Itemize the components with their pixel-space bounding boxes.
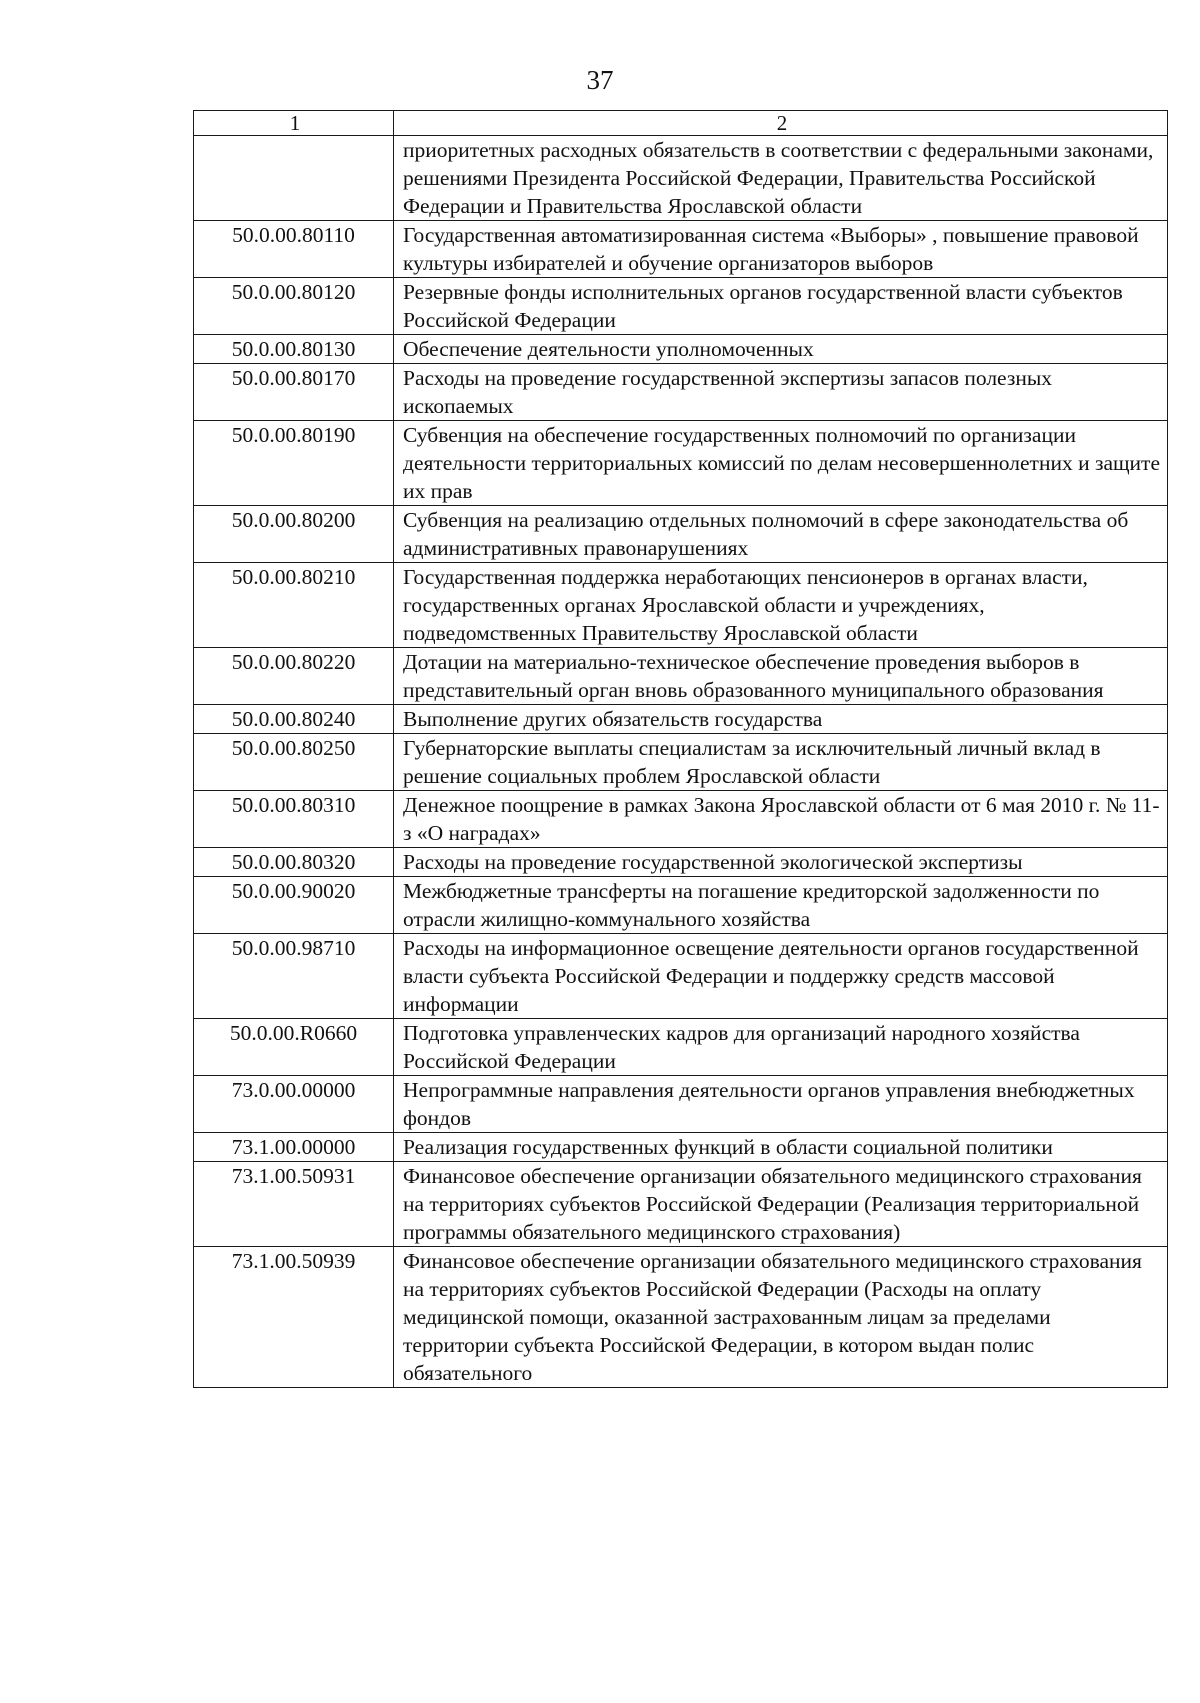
budget-code-cell: 73.1.00.00000 [194, 1133, 394, 1162]
budget-code-cell: 50.0.00.80130 [194, 335, 394, 364]
description-cell: Выполнение других обязательств государства [394, 705, 1168, 734]
description-cell: Межбюджетные трансферты на погашение кредиторской задолженности по отрасли жилищно-коммунального хозяйства [394, 877, 1168, 934]
description-cell: Финансовое обеспечение организации обязательного медицинского страхования на территориях субъектов Российской Федерации (Реализация территориальной программы обязательного медицинского страхования) [394, 1162, 1168, 1247]
table-row [194, 421, 1168, 506]
table-row [194, 877, 1168, 934]
table-row [194, 791, 1168, 848]
description-cell: Реализация государственных функций в области социальной политики [394, 1133, 1168, 1162]
table-row [194, 934, 1168, 1019]
table-row [194, 1162, 1168, 1247]
budget-code-cell: 50.0.00.80200 [194, 506, 394, 563]
budget-code-cell: 50.0.00.80120 [194, 278, 394, 335]
table-row [194, 1133, 1168, 1162]
budget-code-cell: 73.1.00.50939 [194, 1247, 394, 1388]
budget-code-cell: 50.0.00.80170 [194, 364, 394, 421]
budget-code-cell: 50.0.00.80190 [194, 421, 394, 506]
table-row [194, 1019, 1168, 1076]
description-cell: Расходы на проведение государственной экологической экспертизы [394, 848, 1168, 877]
budget-code-cell: 50.0.00.80250 [194, 734, 394, 791]
description-cell: Расходы на информационное освещение деятельности органов государственной власти субъекта Российской Федерации и поддержку средств массовой информации [394, 934, 1168, 1019]
table-row [194, 563, 1168, 648]
table-row [194, 221, 1168, 278]
budget-code-cell: 50.0.00.80240 [194, 705, 394, 734]
budget-code-cell: 50.0.00.80220 [194, 648, 394, 705]
table-body [194, 111, 1168, 1388]
description-cell: Субвенция на обеспечение государственных полномочий по организации деятельности территориальных комиссий по делам несовершеннолетних и защите их прав [394, 421, 1168, 506]
description-cell: Государственная поддержка неработающих пенсионеров в органах власти, государственных органах Ярославской области и учреждениях, подведомственных Правительству Ярославской области [394, 563, 1168, 648]
table-header-row [194, 111, 1168, 136]
table-row [194, 648, 1168, 705]
budget-code-cell: 50.0.00.R0660 [194, 1019, 394, 1076]
description-cell: Обеспечение деятельности уполномоченных [394, 335, 1168, 364]
table-row [194, 136, 1168, 221]
column-header-1: 1 [194, 111, 394, 136]
budget-code-table [193, 110, 1168, 1388]
table-row [194, 705, 1168, 734]
budget-code-cell: 50.0.00.80110 [194, 221, 394, 278]
table-row [194, 734, 1168, 791]
description-cell: Резервные фонды исполнительных органов государственной власти субъектов Российской Федерации [394, 278, 1168, 335]
description-cell: приоритетных расходных обязательств в соответствии с федеральными законами, решениями Президента Российской Федерации, Правительства Российской Федерации и Правительства Ярославской области [394, 136, 1168, 221]
table-row [194, 364, 1168, 421]
budget-code-cell [194, 136, 394, 221]
budget-code-cell: 50.0.00.80210 [194, 563, 394, 648]
budget-code-cell: 50.0.00.90020 [194, 877, 394, 934]
table-row [194, 848, 1168, 877]
description-cell: Губернаторские выплаты специалистам за исключительный личный вклад в решение социальных проблем Ярославской области [394, 734, 1168, 791]
description-cell: Подготовка управленческих кадров для организаций народного хозяйства Российской Федерации [394, 1019, 1168, 1076]
description-cell: Денежное поощрение в рамках Закона Ярославской области от 6 мая 2010 г. № 11-з «О наградах» [394, 791, 1168, 848]
table-row [194, 1076, 1168, 1133]
table-row [194, 506, 1168, 563]
budget-code-cell: 50.0.00.80310 [194, 791, 394, 848]
description-cell: Субвенция на реализацию отдельных полномочий в сфере законодательства об административных правонарушениях [394, 506, 1168, 563]
description-cell: Финансовое обеспечение организации обязательного медицинского страхования на территориях субъектов Российской Федерации (Расходы на оплату медицинской помощи, оказанной застрахованным лицам за пределами территории субъекта Российской Федерации, в котором выдан полис обязательного [394, 1247, 1168, 1388]
column-header-2: 2 [394, 111, 1168, 136]
budget-code-cell: 50.0.00.80320 [194, 848, 394, 877]
budget-code-cell: 73.0.00.00000 [194, 1076, 394, 1133]
budget-code-cell: 50.0.00.98710 [194, 934, 394, 1019]
page-number: 37 [586, 65, 614, 95]
budget-code-cell: 73.1.00.50931 [194, 1162, 394, 1247]
table-row [194, 278, 1168, 335]
table-row [194, 1247, 1168, 1388]
table-row [194, 335, 1168, 364]
description-cell: Расходы на проведение государственной экспертизы запасов полезных ископаемых [394, 364, 1168, 421]
description-cell: Государственная автоматизированная система «Выборы» , повышение правовой культуры избирателей и обучение организаторов выборов [394, 221, 1168, 278]
description-cell: Дотации на материально-техническое обеспечение проведения выборов в представительный орган вновь образованного муниципального образования [394, 648, 1168, 705]
description-cell: Непрограммные направления деятельности органов управления внебюджетных фондов [394, 1076, 1168, 1133]
